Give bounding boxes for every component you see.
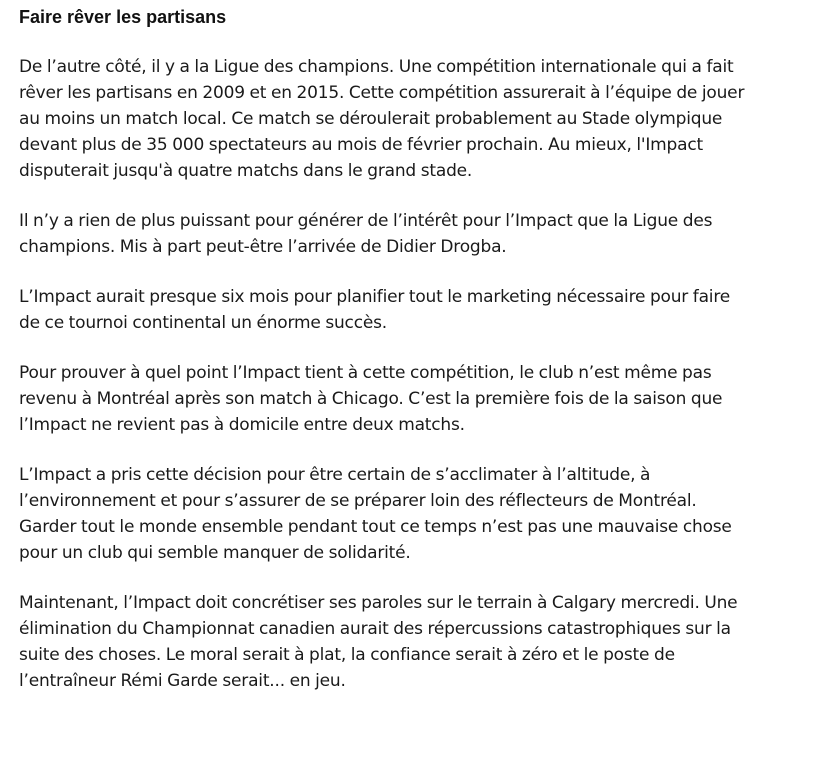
paragraph-ligue-des-champions: De l’autre côté, il y a la Ligue des champions. Une compétition internationale qui a fait rêver les partisans en 2009 et en 2015. Cette compétition assurerait à l’équipe de jouer au moins un match local. Ce match se déroulerait probablement au Stade olympique devant plus de 35 000 spectateurs au mois de février prochain. Au mieux, l'Impact disputerait jusqu'à quatre matchs dans le grand stade. — [19, 57, 745, 181]
article-body — [19, 4, 749, 718]
paragraph-marketing: L’Impact aurait presque six mois pour planifier tout le marketing nécessaire pour faire de ce tournoi continental un énorme succès. — [19, 287, 731, 333]
paragraph-interet: Il n’y a rien de plus puissant pour générer de l’intérêt pour l’Impact que la Ligue des champions. Mis à part peut-être l’arrivée de Didier Drogba. — [19, 211, 713, 257]
paragraph-altitude: L’Impact a pris cette décision pour être certain de s’acclimater à l’altitude, à l’environnement et pour s’assurer de se préparer loin des réflecteurs de Montréal. Garder tout le monde ensemble pendant tout ce temps n’est pas une mauvaise chose pour un club qui semble manquer de solidarité. — [19, 465, 732, 563]
paragraph-calgary: Maintenant, l’Impact doit concrétiser ses paroles sur le terrain à Calgary mercredi. Une élimination du Championnat canadien aurait des répercussions catastrophiques sur la suite des choses. Le moral serait à plat, la confiance serait à zéro et le poste de l’entraîneur Rémi Garde serait... en jeu. — [19, 593, 738, 691]
paragraph-chicago: Pour prouver à quel point l’Impact tient à cette compétition, le club n’est même pas revenu à Montréal après son match à Chicago. C’est la première fois de la saison que l’Impact ne revient pas à domicile entre deux matchs. — [19, 363, 723, 435]
section-heading: Faire rêver les partisans — [19, 7, 227, 27]
